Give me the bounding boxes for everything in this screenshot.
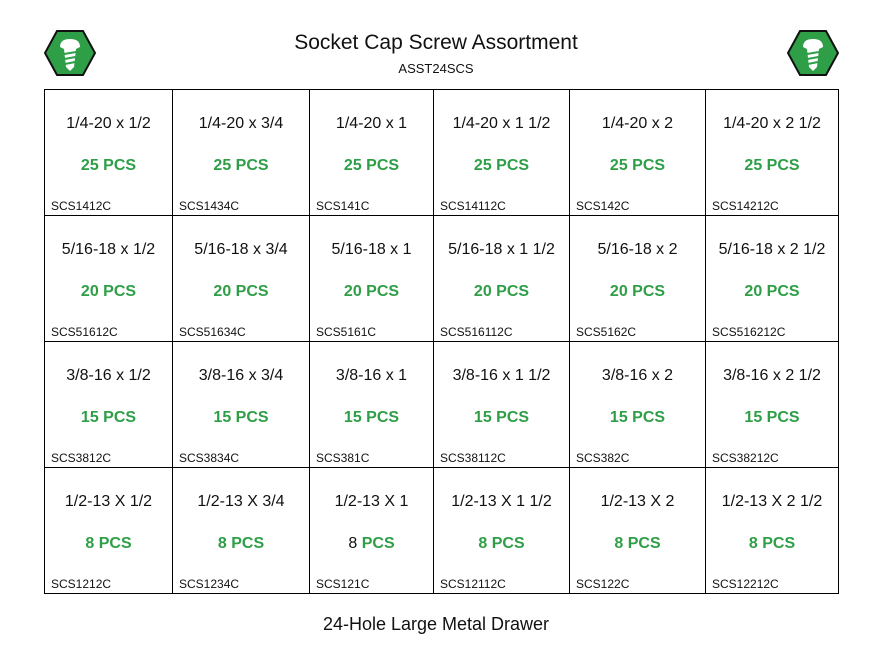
bin-cell — [45, 90, 173, 216]
screw-size-label: 3/8-16 x 1 1/2 — [452, 367, 551, 384]
quantity-number: 8 — [85, 535, 95, 552]
sku-label: SCS12212C — [712, 577, 779, 591]
screw-size-label: 5/16-18 x 2 1/2 — [718, 241, 826, 258]
bin-cell — [434, 90, 570, 216]
quantity-unit: PCS — [632, 283, 666, 300]
quantity-unit: PCS — [496, 283, 530, 300]
quantity-unit: PCS — [103, 157, 137, 174]
quantity-label — [173, 535, 309, 553]
sku-label: SCS516112C — [440, 325, 513, 339]
quantity-label — [45, 409, 172, 427]
grid-row — [45, 90, 839, 216]
quantity-number: 20 — [213, 283, 232, 300]
quantity-label — [434, 535, 569, 553]
quantity-number: 8 — [478, 535, 488, 552]
sku-label: SCS382C — [576, 451, 630, 465]
quantity-unit: PCS — [632, 157, 666, 174]
grid-row — [45, 342, 839, 468]
sku-label: SCS38112C — [440, 451, 506, 465]
quantity-unit: PCS — [366, 409, 400, 426]
quantity-number: 25 — [473, 157, 492, 174]
screw-size-label: 5/16-18 x 2 — [597, 241, 678, 258]
sku-label: SCS516212C — [712, 325, 786, 339]
sku-label: SCS14212C — [712, 199, 779, 213]
quantity-unit: PCS — [366, 157, 400, 174]
quantity-label — [310, 535, 433, 553]
quantity-label — [706, 283, 838, 301]
quantity-number: 8 — [614, 535, 624, 552]
quantity-unit: PCS — [496, 157, 530, 174]
quantity-unit: PCS — [98, 535, 132, 552]
screw-size-label: 3/8-16 x 1/2 — [66, 367, 151, 384]
quantity-label — [45, 157, 172, 175]
assortment-grid — [44, 89, 839, 594]
screw-size-label: 3/8-16 x 2 1/2 — [723, 367, 821, 384]
quantity-number: 25 — [213, 157, 232, 174]
quantity-unit: PCS — [235, 283, 269, 300]
quantity-number: 15 — [213, 409, 232, 426]
screw-size-label: 5/16-18 x 3/4 — [194, 241, 288, 258]
quantity-unit: PCS — [632, 409, 666, 426]
screw-size-label: 1/4-20 x 1 1/2 — [452, 115, 551, 132]
sku-label: SCS5162C — [576, 325, 637, 339]
quantity-unit: PCS — [231, 535, 265, 552]
bin-cell — [706, 216, 839, 342]
bin-cell — [570, 468, 706, 594]
screw-size-label: 1/4-20 x 2 — [601, 115, 674, 132]
quantity-unit: PCS — [766, 409, 800, 426]
quantity-label — [706, 409, 838, 427]
quantity-label — [706, 157, 838, 175]
quantity-number: 25 — [609, 157, 628, 174]
bin-cell — [706, 468, 839, 594]
quantity-unit: PCS — [235, 157, 269, 174]
sku-label: SCS3812C — [51, 451, 112, 465]
screw-size-label: 1/4-20 x 2 1/2 — [723, 115, 821, 132]
quantity-number: 25 — [744, 157, 763, 174]
quantity-label — [570, 409, 705, 427]
quantity-number: 20 — [744, 283, 763, 300]
screw-size-label: 1/4-20 x 1/2 — [66, 115, 151, 132]
quantity-unit: PCS — [496, 409, 530, 426]
quantity-label — [570, 157, 705, 175]
quantity-unit: PCS — [103, 283, 137, 300]
bin-cell — [173, 216, 310, 342]
bin-cell — [310, 342, 434, 468]
quantity-label — [570, 283, 705, 301]
bin-cell — [570, 216, 706, 342]
sku-label: SCS51634C — [179, 325, 246, 339]
screw-size-label: 1/2-13 X 2 1/2 — [721, 493, 823, 510]
quantity-unit: PCS — [361, 535, 395, 552]
bin-cell — [45, 216, 173, 342]
quantity-number: 25 — [80, 157, 99, 174]
quantity-label — [310, 409, 433, 427]
screw-size-label: 1/2-13 X 1 — [334, 493, 409, 510]
sku-label: SCS121C — [316, 577, 370, 591]
quantity-label — [45, 283, 172, 301]
quantity-label — [173, 157, 309, 175]
screw-size-label: 1/2-13 X 1/2 — [64, 493, 153, 510]
bin-cell — [45, 342, 173, 468]
screw-size-label: 5/16-18 x 1/2 — [61, 241, 156, 258]
footer-label: 24-Hole Large Metal Drawer — [322, 614, 550, 634]
bin-cell — [45, 468, 173, 594]
quantity-label — [434, 283, 569, 301]
sku-label: SCS12112C — [440, 577, 506, 591]
screw-size-label: 5/16-18 x 1 1/2 — [448, 241, 555, 258]
screw-size-label: 1/2-13 X 3/4 — [197, 493, 285, 510]
bin-cell — [706, 342, 839, 468]
screw-size-label: 1/4-20 x 1 — [335, 115, 408, 132]
quantity-number: 20 — [343, 283, 362, 300]
bin-cell — [173, 468, 310, 594]
quantity-number: 20 — [473, 283, 492, 300]
sku-label: SCS51612C — [51, 325, 118, 339]
quantity-label — [310, 283, 433, 301]
screw-size-label: 3/8-16 x 2 — [601, 367, 674, 384]
quantity-number: 8 — [348, 535, 358, 552]
bin-cell — [173, 342, 310, 468]
screw-size-label: 3/8-16 x 1 — [335, 367, 408, 384]
grid-row — [45, 468, 839, 594]
quantity-number: 8 — [748, 535, 758, 552]
bin-cell — [706, 90, 839, 216]
sku-label: SCS1234C — [179, 577, 240, 591]
quantity-number: 20 — [609, 283, 628, 300]
quantity-number: 8 — [217, 535, 227, 552]
quantity-unit: PCS — [366, 283, 400, 300]
quantity-label — [434, 409, 569, 427]
screw-size-label: 1/4-20 x 3/4 — [198, 115, 284, 132]
quantity-label — [310, 157, 433, 175]
quantity-unit: PCS — [103, 409, 137, 426]
quantity-number: 15 — [609, 409, 628, 426]
quantity-number: 20 — [80, 283, 99, 300]
sku-label: SCS141C — [316, 199, 370, 213]
sku-label: SCS142C — [576, 199, 630, 213]
sku-label: SCS1212C — [51, 577, 112, 591]
quantity-unit: PCS — [235, 409, 269, 426]
bin-cell — [434, 342, 570, 468]
quantity-label — [434, 157, 569, 175]
sku-label: SCS5161C — [316, 325, 377, 339]
sku-label: SCS1412C — [51, 199, 112, 213]
page-subtitle: ASST24SCS — [398, 61, 474, 76]
bin-cell — [434, 468, 570, 594]
sku-label: SCS381C — [316, 451, 370, 465]
quantity-label — [706, 535, 838, 553]
bin-cell — [570, 342, 706, 468]
grid-row — [45, 216, 839, 342]
quantity-unit: PCS — [491, 535, 525, 552]
screw-size-label: 3/8-16 x 3/4 — [198, 367, 284, 384]
bin-cell — [310, 216, 434, 342]
sku-label: SCS14112C — [440, 199, 506, 213]
bin-cell — [434, 216, 570, 342]
quantity-number: 15 — [343, 409, 362, 426]
sku-label: SCS3834C — [179, 451, 240, 465]
sku-label: SCS122C — [576, 577, 630, 591]
quantity-label — [45, 535, 172, 553]
quantity-number: 25 — [343, 157, 362, 174]
quantity-unit: PCS — [766, 283, 800, 300]
sku-label: SCS1434C — [179, 199, 240, 213]
quantity-number: 15 — [473, 409, 492, 426]
quantity-label — [173, 409, 309, 427]
quantity-number: 15 — [744, 409, 763, 426]
sku-label: SCS38212C — [712, 451, 779, 465]
page-title: Socket Cap Screw Assortment — [294, 31, 578, 54]
quantity-unit: PCS — [766, 157, 800, 174]
bin-cell — [310, 468, 434, 594]
screw-size-label: 5/16-18 x 1 — [331, 241, 412, 258]
quantity-label — [570, 535, 705, 553]
quantity-number: 15 — [80, 409, 99, 426]
quantity-label — [173, 283, 309, 301]
screw-size-label: 1/2-13 X 2 — [600, 493, 675, 510]
bin-cell — [310, 90, 434, 216]
quantity-unit: PCS — [627, 535, 661, 552]
quantity-unit: PCS — [762, 535, 796, 552]
bin-cell — [173, 90, 310, 216]
bin-cell — [570, 90, 706, 216]
screw-size-label: 1/2-13 X 1 1/2 — [451, 493, 552, 510]
